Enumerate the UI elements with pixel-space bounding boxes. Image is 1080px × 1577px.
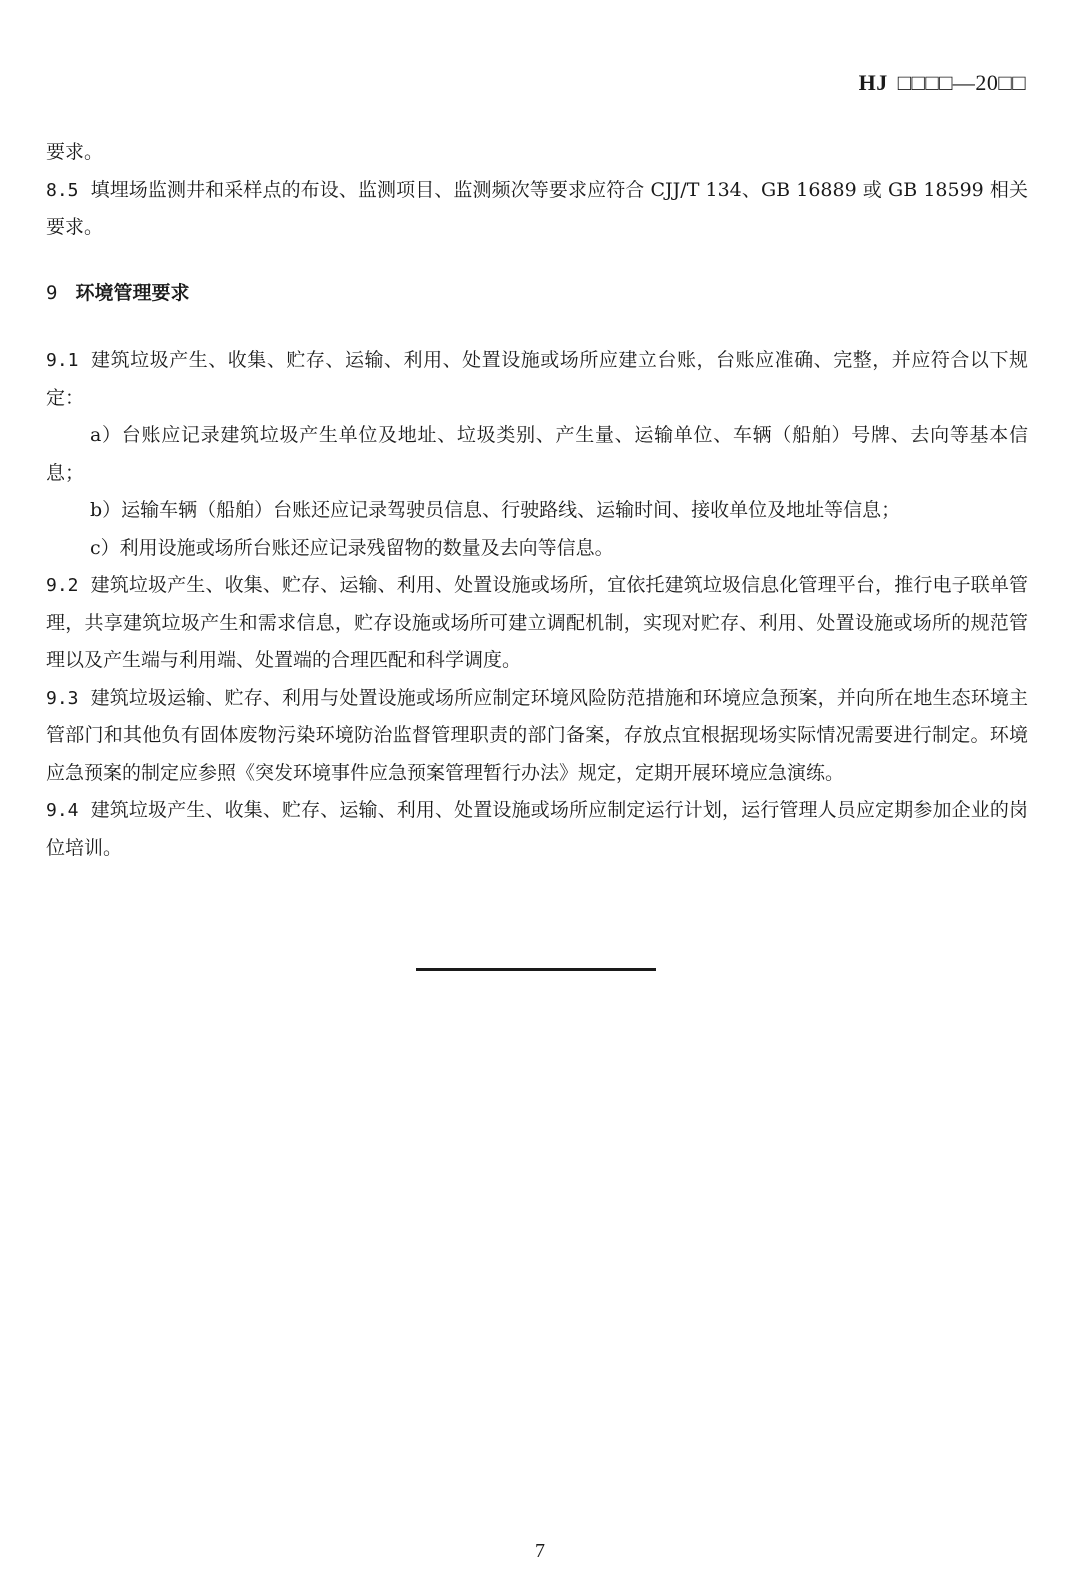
clause-9-3 <box>46 680 1028 793</box>
end-of-text-rule <box>416 968 656 971</box>
continuation-paragraph: 要求。 <box>46 141 104 163</box>
clause-number: 9.3 <box>46 687 79 709</box>
section-9-heading <box>46 275 1028 313</box>
list-item: b）运输车辆（船舶）台账还应记录驾驶员信息、行驶路线、运输时间、接收单位及地址等信息； <box>90 499 901 521</box>
clause-text: 建筑垃圾产生、收集、贮存、运输、利用、处置设施或场所应建立台账，台账应准确、完整，并应符合以下规定： <box>46 349 1028 409</box>
clause-text: 填埋场监测井和采样点的布设、监测项目、监测频次等要求应符合 CJJ/T 134、GB 16889 或 GB 18599 相关要求。 <box>46 178 1028 238</box>
clause-9-2 <box>46 567 1028 680</box>
clause-text: 建筑垃圾运输、贮存、利用与处置设施或场所应制定环境风险防范措施和环境应急预案，并向所在地生态环境主管部门和其他负有固体废物污染环境防治监督管理职责的部门备案，存放点宜根据现场实际情况需要进行制定。环境应急预案的制定应参照《突发环境事件应急预案管理暂行办法》规定，定期开展环境应急演练。 <box>46 686 1028 784</box>
clause-text: 建筑垃圾产生、收集、贮存、运输、利用、处置设施或场所应制定运行计划，运行管理人员应定期参加企业的岗位培训。 <box>46 799 1028 859</box>
clause-8-5 <box>46 172 1028 247</box>
clause-9-1 <box>46 342 1028 417</box>
list-item: a）台账应记录建筑垃圾产生单位及地址、垃圾类别、产生量、运输单位、车辆（船舶）号牌、去向等基本信息； <box>46 424 1028 484</box>
document-body <box>46 134 1028 867</box>
list-item: c）利用设施或场所台账还应记录残留物的数量及去向等信息。 <box>90 536 614 559</box>
clause-number: 9.2 <box>46 575 79 596</box>
clause-text: 建筑垃圾产生、收集、贮存、运输、利用、处置设施或场所，宜依托建筑垃圾信息化管理平台，推行电子联单管理，共享建筑垃圾产生和需求信息，贮存设施或场所可建立调配机制，实现对贮存、利用、处置设施或场所的规范管理以及产生端与利用端、处置端的合理匹配和科学调度。 <box>46 574 1028 671</box>
clause-number: 8.5 <box>46 179 79 201</box>
standard-code: □□□□—20□□ <box>897 70 1026 95</box>
section-title: 环境管理要求 <box>75 281 190 304</box>
standard-code-header <box>859 70 1026 96</box>
section-number: 9 <box>46 281 58 304</box>
page-number: 7 <box>535 1540 545 1562</box>
clause-9-4 <box>46 792 1028 867</box>
standard-prefix: HJ <box>858 70 888 95</box>
clause-number: 9.4 <box>46 800 79 821</box>
clause-number: 9.1 <box>46 350 79 371</box>
